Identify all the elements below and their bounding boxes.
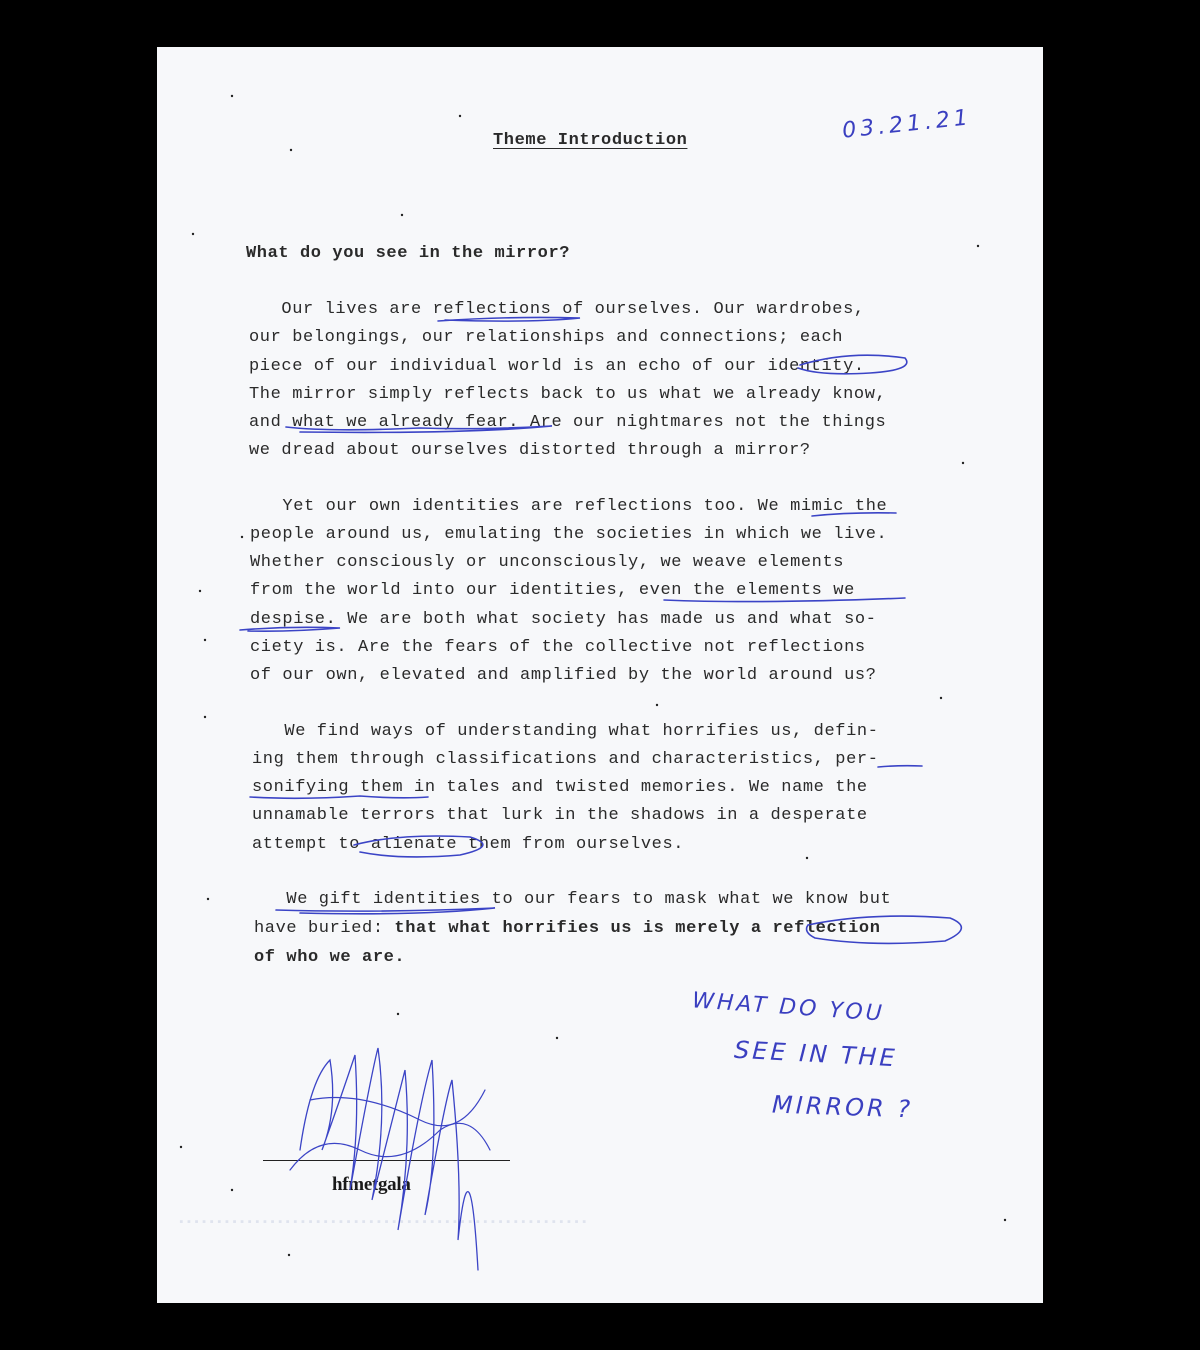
page-title: Theme Introduction [493, 131, 688, 150]
body-line: piece of our individual world is an echo of our identity. [249, 357, 865, 376]
body-line: The mirror simply reflects back to us what we already know, [249, 385, 887, 404]
handwritten-note-line: WHAT DO YOU [691, 988, 886, 1027]
body-line: Whether consciously or unconsciously, we weave elements [250, 553, 845, 572]
bleed-through-text: ▪▪▪▪▪▪▪▪▪▪▪▪▪▪▪▪▪▪▪▪▪▪▪▪▪▪▪▪▪▪▪▪▪▪▪▪▪▪▪▪▪▪▪▪▪▪▪▪▪▪▪▪▪▪ [178, 1217, 589, 1229]
body-line: ciety is. Are the fears of the collective not reflections [250, 638, 866, 657]
body-line: sonifying them in tales and twisted memories. We name the [252, 778, 868, 797]
body-line: our belongings, our relationships and connections; each [249, 328, 844, 347]
body-line: Yet our own identities are reflections too. We mimic the [250, 497, 888, 516]
body-line: We find ways of understanding what horrifies us, defin- [252, 722, 879, 741]
body-line: ing them through classifications and characteristics, per- [252, 750, 879, 769]
signature-brand-logo: hfmetgala [332, 1174, 411, 1195]
closing-regular-text: have buried: [254, 919, 395, 938]
question-heading: What do you see in the mirror? [246, 244, 571, 263]
body-line: despise. We are both what society has made us and what so- [250, 610, 877, 629]
body-line: unnamable terrors that lurk in the shadows in a desperate [252, 806, 868, 825]
signature-line [263, 1160, 510, 1161]
body-line: We gift identities to our fears to mask what we know but [254, 890, 892, 909]
closing-bold-line: of who we are. [254, 948, 406, 967]
body-line: of our own, elevated and amplified by the world around us? [250, 666, 877, 685]
body-line-mixed [254, 919, 881, 938]
body-line: people around us, emulating the societies in which we live. [250, 525, 888, 544]
body-line: and what we already fear. Are our nightmares not the things [249, 413, 887, 432]
body-line: from the world into our identities, even the elements we [250, 581, 855, 600]
body-line: we dread about ourselves distorted through a mirror? [249, 441, 811, 460]
handwritten-date: 03.21.21 [841, 105, 973, 144]
closing-bold-text: that what horrifies us is merely a reflection [394, 919, 881, 938]
handwritten-note-line: SEE IN THE [733, 1035, 899, 1073]
body-line: attempt to alienate them from ourselves. [252, 835, 685, 854]
body-line: Our lives are reflections of ourselves. Our wardrobes, [249, 300, 865, 319]
handwritten-note-line: MIRROR ? [771, 1090, 914, 1124]
